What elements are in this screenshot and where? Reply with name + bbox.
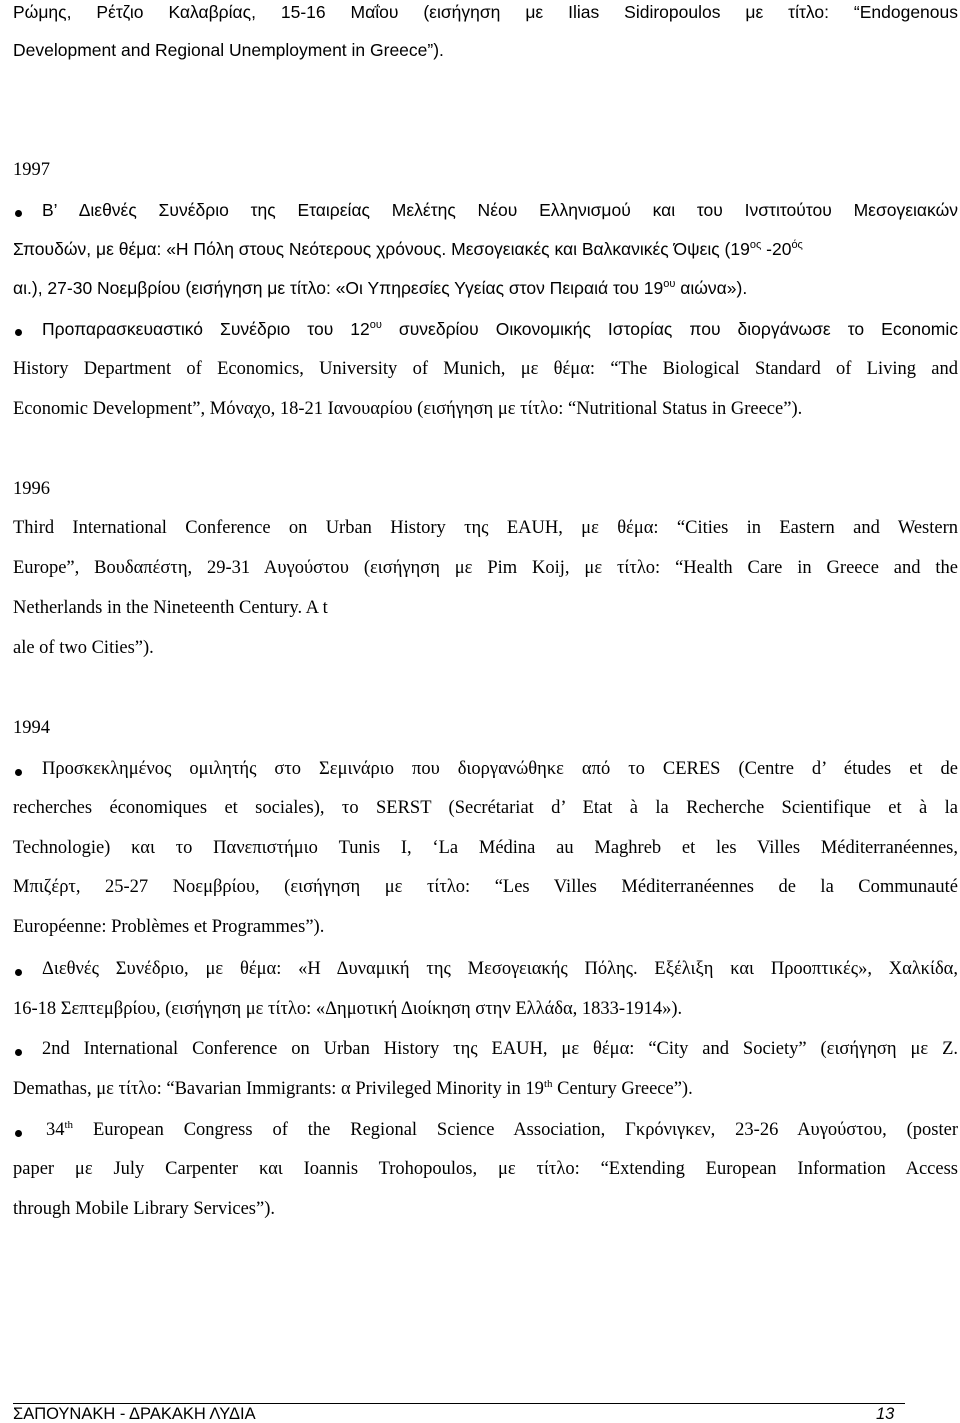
entry-1997-b-line: History Department of Economics, University of Munich, με θέμα: “The Biological Standard of Living and [13, 359, 958, 379]
entry-1994-d-line: paper με July Carpenter και Ioannis Trohopoulos, με τίτλο: “Extending European Information Access [13, 1159, 958, 1179]
bullet-icon [15, 1130, 22, 1137]
year-heading-1996: 1996 [13, 479, 50, 499]
entry-1997-b-line: Προπαρασκευαστικό Συνέδριο του $12^{o\upsilon}$ συνεδρίου Οικονομικής Ιστορίας που διοργάνωσε το Economic [42, 319, 959, 339]
entry-1997-b-line: Economic Development”, Μόναχο, 18-21 Ιανουαρίου (εισήγηση με τίτλο: “Nutritional Status in Greece”). [13, 399, 803, 419]
entry-1994-c-line: Demathas, με τίτλο: “Bavarian Immigrants: α Privileged Minority in 19th Century Greece”). [13, 1078, 693, 1099]
entry-1994-a-line: Européenne: Problèmes et Programmes”). [13, 917, 325, 937]
bullet-icon [15, 329, 22, 336]
intro-line: Development and Regional Unemployment in Greece”). [13, 40, 444, 60]
entry-1996-line: Netherlands in the Nineteenth Century. A t [13, 598, 328, 618]
page-number: 13 [876, 1405, 895, 1423]
entry-1994-a-line: Προσκεκλημένος ομιλητής στο Σεμινάριο που διοργανώθηκε από το CERES (Centre d’ études et de [42, 759, 958, 779]
entry-1996-line: ale of two Cities”). [13, 638, 154, 658]
year-heading-1997: 1997 [13, 160, 50, 180]
entry-1994-a-line: Technologie) και το Πανεπιστήμιο Tunis I, ‘La Médina au Maghreb et les Villes Méditerranéennes, [13, 838, 958, 858]
entry-1997-a-line: Σπουδών, με θέμα: «Η Πόλη στους Νεότερους χρόνους. Μεσογειακές και Βαλκανικές Όψεις ($19^{o\varsigma}$ $-20^{ό\varsigma}$ [13, 239, 803, 259]
year-heading-1994: 1994 [13, 718, 50, 738]
entry-1996-line: Europe”, Βουδαπέστη, 29-31 Αυγούστου (εισήγηση με Pim Koij, με τίτλο: “Health Care in Greece and the [13, 558, 958, 578]
bullet-icon [15, 769, 22, 776]
entry-1997-a-line: B’ Διεθνές Συνέδριο της Εταιρείας Μελέτης Νέου Ελληνισμού και του Ινστιτούτου Μεσογειακών [42, 200, 958, 220]
entry-1994-a-line: Μπιζέρτ, 25-27 Νοεμβρίου, (εισήγηση με τίτλο: “Les Villes Méditerranéennes de la Communauté [13, 877, 958, 897]
entry-1997-a-line: αι.), 27-30 Νοεμβρίου (εισήγηση με τίτλο: «Οι Υπηρεσίες Υγείας στον Πειραιά του $19^{o\upsilon}$ αιώνα»). [13, 278, 748, 298]
footer-author: ΣΑΠΟΥΝΑΚΗ - ΔΡΑΚΑΚΗ ΛΥΔΙΑ [13, 1405, 256, 1423]
entry-1996-line: Third International Conference on Urban History της EAUH, με θέμα: “Cities in Eastern and Western [13, 518, 958, 538]
entry-1994-c-line: 2nd International Conference on Urban History της EAUH, με θέμα: “City and Society” (εισήγηση με Z. [42, 1039, 958, 1059]
entry-1994-d-line: through Mobile Library Services”). [13, 1199, 276, 1219]
entry-1994-b-line: 16-18 Σεπτεμβρίου, (εισήγηση με τίτλο: «Δημοτική Διοίκηση στην Ελλάδα, 1833-1914»). [13, 999, 683, 1019]
bullet-icon [15, 969, 22, 976]
entry-1994-d-line: 34th European Congress of the Regional Science Association, Γκρόνιγκεν, 23-26 Αυγούστου, (poster [46, 1119, 958, 1140]
footer-divider [13, 1403, 905, 1404]
entry-1994-a-line: recherches économiques et sociales), το SERST (Secrétariat d’ Etat à la Recherche Scientifique et à la [13, 798, 958, 818]
bullet-icon [15, 1049, 22, 1056]
bullet-icon [15, 210, 22, 217]
intro-line: Ρώμης, Ρέτζιο Καλαβρίας, 15-16 Μαΐου (εισήγηση με Ilias Sidiropoulos με τίτλο: “Endogenous [13, 2, 958, 22]
entry-1994-b-line: Διεθνές Συνέδριο, με θέμα: «Η Δυναμική της Μεσογειακής Πόλης. Εξέλιξη και Προοπτικές», Χαλκίδα, [42, 959, 958, 979]
